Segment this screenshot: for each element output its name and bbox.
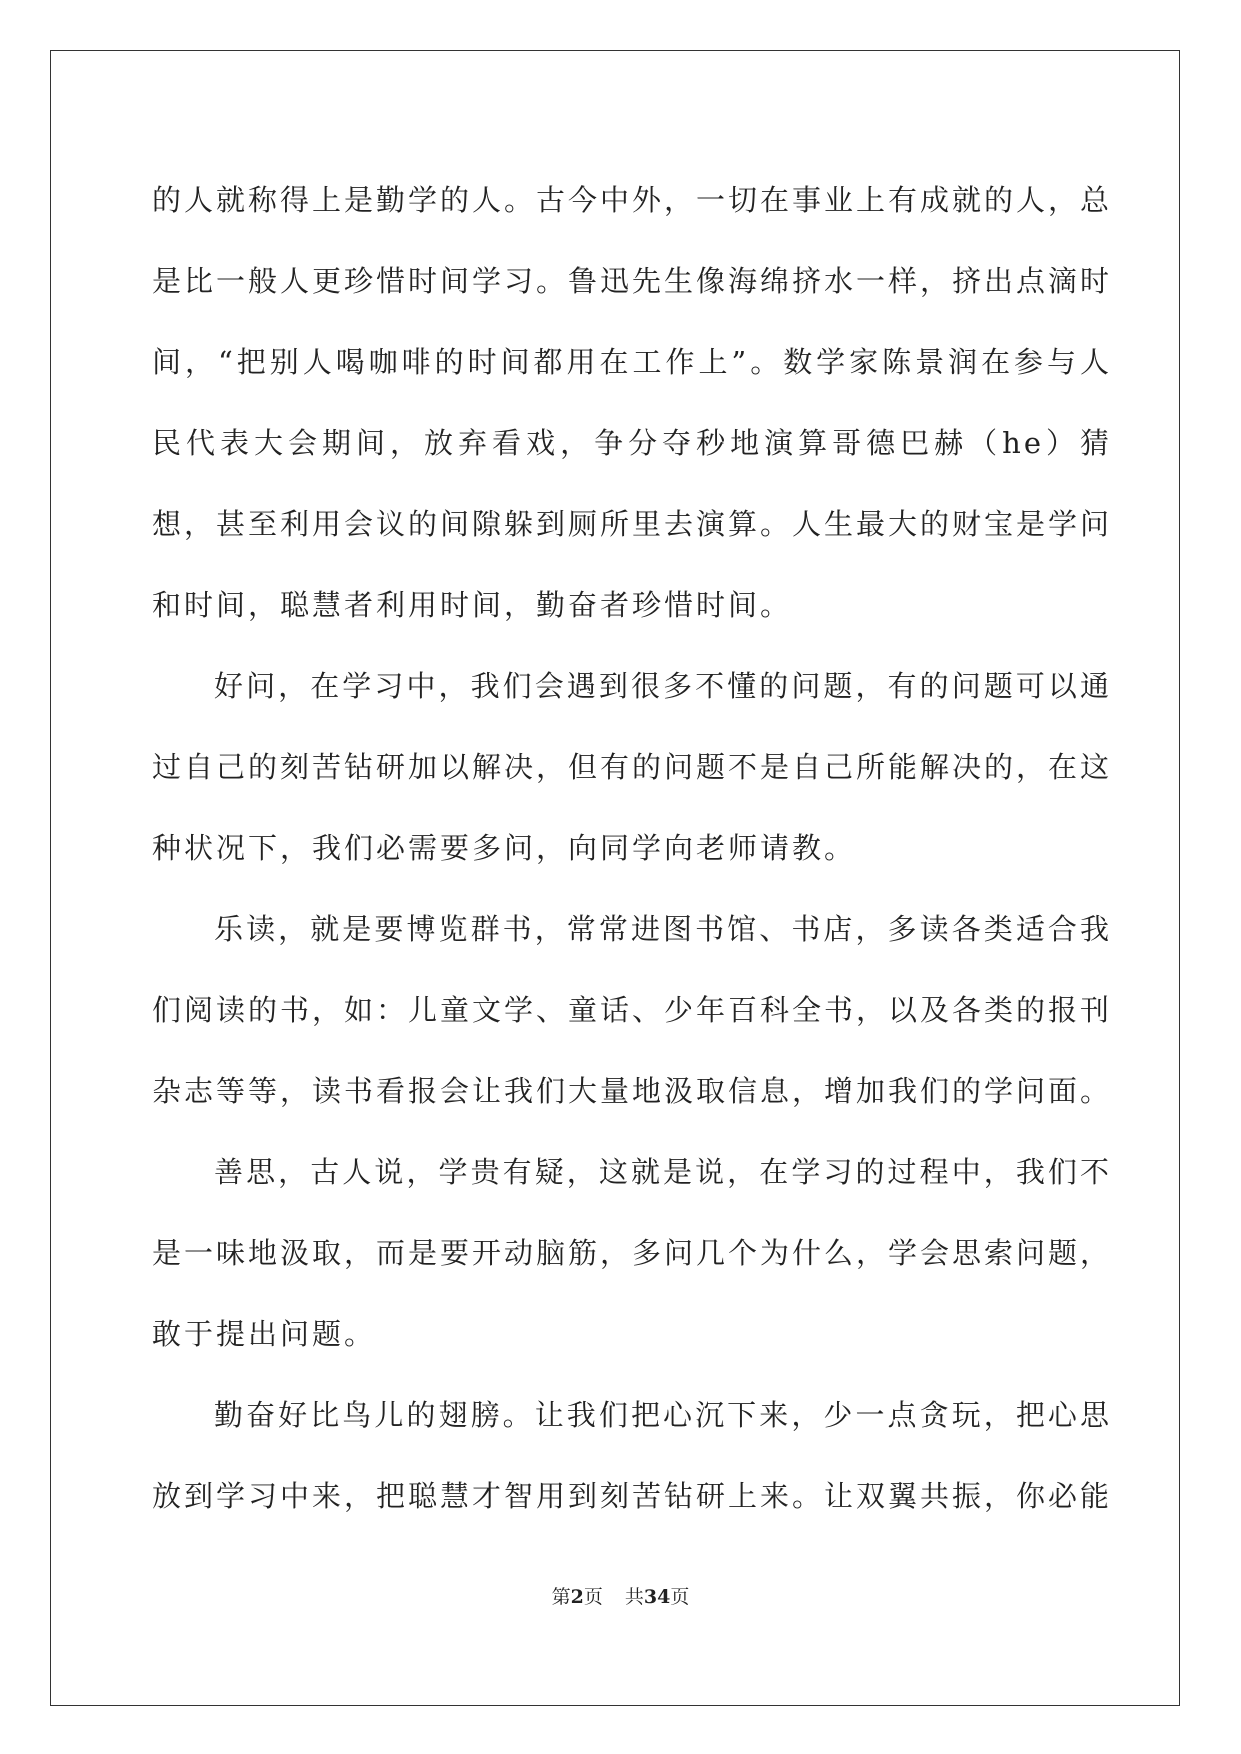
footer-total-suffix: 页 [670,1586,690,1608]
total-page-count: 34 [643,1586,671,1608]
footer-page-suffix: 页 [583,1586,603,1608]
paragraph-1: 的人就称得上是勤学的人。古今中外，一切在事业上有成就的人，总是比一般人更珍惜时间学习。鲁迅先生像海绵挤水一样，挤出点滴时间，“把别人喝咖啡的时间都用在工作上”。数学家陈景润在参与人民代表大会期间，放弃看戏，争分夺秒地演算哥德巴赫（he）猜想，甚至利用会议的间隙躲到厕所里去演算。人生最大的财宝是学问和时间，聪慧者利用时间，勤奋者珍惜时间。 [152,183,1113,622]
paragraph-4: 善思，古人说，学贵有疑，这就是说，在学习的过程中，我们不是一味地汲取，而是要开动脑筋，多问几个为什么，学会思索问题，敢于提出问题。 [152,1155,1113,1351]
paragraph-2: 好问，在学习中，我们会遇到很多不懂的问题，有的问题可以通过自己的刻苦钻研加以解决，但有的问题不是自己所能解决的，在这种状况下，我们必需要多问，向同学向老师请教。 [152,669,1113,865]
footer-prefix: 第 [551,1586,571,1608]
current-page-number: 2 [570,1586,584,1608]
paragraph-5: 勤奋好比鸟儿的翅膀。让我们把心沉下来，少一点贪玩，把心思放到学习中来，把聪慧才智用到刻苦钻研上来。让双翼共振，你必能 [152,1398,1113,1513]
document-body [152,160,1112,1537]
page-footer [0,1582,1241,1609]
footer-total-prefix: 共 [624,1586,644,1608]
paragraph-3: 乐读，就是要博览群书，常常进图书馆、书店，多读各类适合我们阅读的书，如：儿童文学、童话、少年百科全书，以及各类的报刊杂志等等，读书看报会让我们大量地汲取信息，增加我们的学问面。 [152,912,1113,1108]
